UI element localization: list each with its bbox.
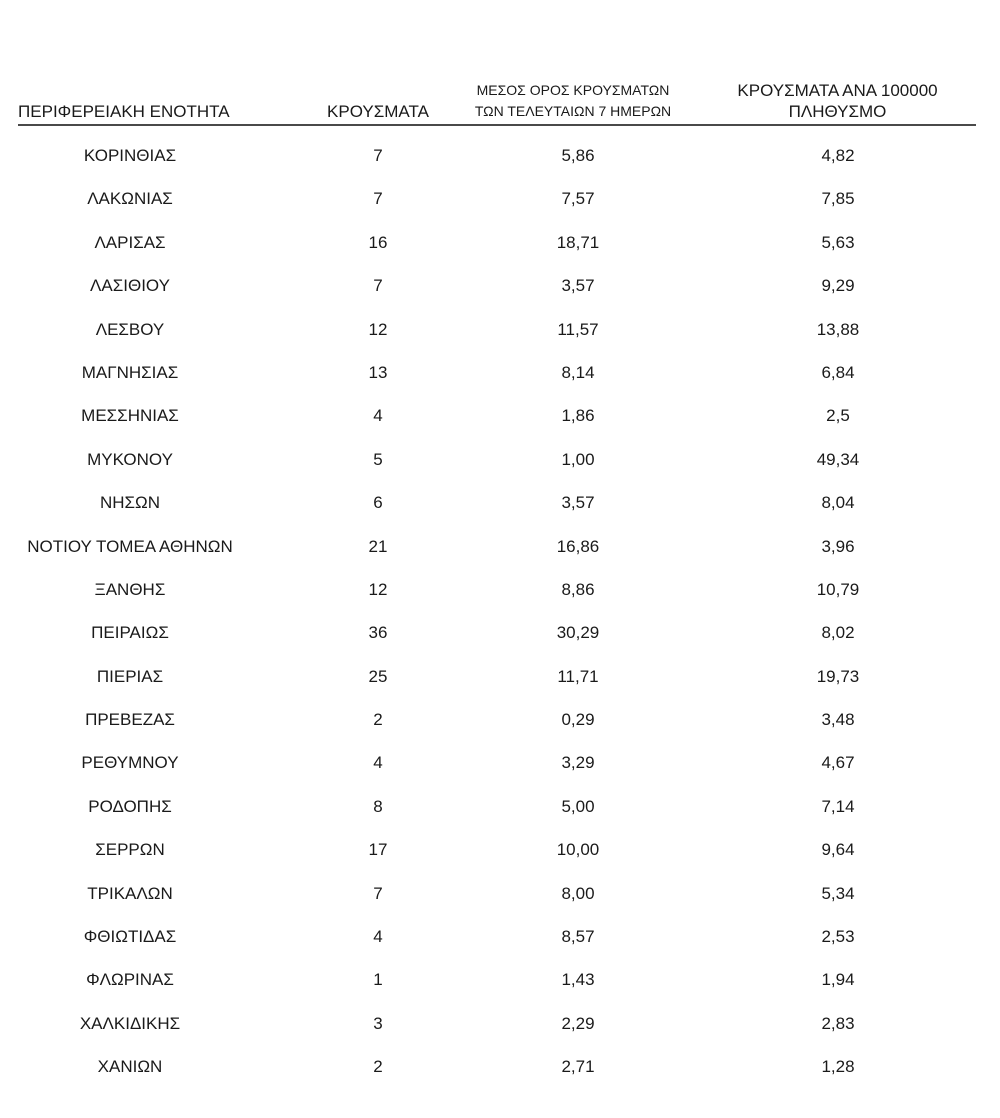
cell-cases: 25 (368, 666, 388, 686)
header-avg-line1: ΜΕΣΟΣ ΟΡΟΣ ΚΡΟΥΣΜΑΤΩΝ (476, 82, 670, 98)
cell-cases: 17 (368, 840, 388, 860)
cell-cases: 7 (373, 146, 383, 165)
table-row (18, 611, 976, 654)
cell-region: ΚΟΡΙΝΘΙΑΣ (83, 146, 177, 165)
cell-seven-day-average: 3,29 (561, 753, 595, 773)
table-row (18, 221, 976, 264)
table-row (18, 134, 976, 177)
cell-per-100k: 8,04 (821, 493, 855, 513)
header-region: ΠΕΡΙΦΕΡΕΙΑΚΗ ΕΝΟΤΗΤΑ (18, 102, 230, 121)
cell-seven-day-average: 11,71 (557, 666, 599, 686)
cell-per-100k: 9,64 (821, 840, 855, 860)
cell-cases: 3 (373, 1013, 383, 1033)
cell-per-100k: 10,79 (816, 579, 860, 599)
cell-seven-day-average: 2,29 (561, 1013, 595, 1033)
table-row (18, 264, 976, 307)
cell-cases: 36 (368, 623, 388, 643)
cell-cases: 8 (373, 796, 383, 816)
table-row (18, 308, 976, 351)
header-cases: ΚΡΟΥΣΜΑΤΑ (327, 102, 429, 121)
cell-per-100k: 3,48 (821, 710, 855, 730)
table-row (18, 568, 976, 611)
header-seven-day-average (458, 80, 688, 122)
cell-per-100k: 2,53 (821, 927, 855, 947)
cell-cases: 13 (368, 362, 388, 382)
cell-cases: 2 (373, 710, 383, 730)
cell-region: ΜΑΓΝΗΣΙΑΣ (81, 362, 179, 382)
cell-cases: 4 (373, 927, 383, 947)
cell-region: ΧΑΝΙΩΝ (97, 1057, 163, 1077)
cell-seven-day-average: 1,43 (561, 970, 595, 990)
cell-cases: 1 (373, 970, 383, 990)
cell-per-100k: 49,34 (816, 449, 860, 469)
table-row (18, 1045, 976, 1088)
table-row (18, 481, 976, 524)
cell-cases: 4 (373, 406, 383, 426)
table-row (18, 394, 976, 437)
cell-per-100k: 7,14 (821, 796, 855, 816)
cell-cases: 21 (368, 536, 388, 556)
cell-region: ΡΟΔΟΠΗΣ (88, 796, 172, 816)
cell-cases: 2 (373, 1057, 383, 1077)
cell-region: ΦΘΙΩΤΙΔΑΣ (83, 927, 177, 947)
cell-per-100k: 3,96 (821, 536, 855, 556)
cell-per-100k: 7,85 (821, 189, 855, 209)
cell-seven-day-average: 8,57 (561, 927, 595, 947)
cell-seven-day-average: 5,86 (561, 146, 595, 165)
cell-cases: 12 (368, 319, 388, 339)
cell-seven-day-average: 3,57 (561, 276, 595, 296)
cell-seven-day-average: 1,00 (561, 449, 595, 469)
table-row (18, 351, 976, 394)
cell-per-100k: 5,34 (821, 883, 855, 903)
cell-cases: 7 (373, 883, 383, 903)
cell-cases: 4 (373, 753, 383, 773)
cell-seven-day-average: 8,86 (561, 579, 595, 599)
cell-region: ΧΑΛΚΙΔΙΚΗΣ (79, 1013, 181, 1033)
cell-cases: 12 (368, 579, 388, 599)
header-per-100k (715, 80, 960, 122)
cell-seven-day-average: 5,00 (561, 796, 595, 816)
table-row (18, 828, 976, 871)
cell-per-100k: 19,73 (816, 666, 860, 686)
cell-region: ΛΕΣΒΟΥ (95, 319, 165, 339)
cell-region: ΣΕΡΡΩΝ (95, 840, 165, 860)
table-row (18, 655, 976, 698)
cell-region: ΠΙΕΡΙΑΣ (96, 666, 164, 686)
cell-per-100k: 5,63 (821, 232, 855, 252)
cell-region: ΞΑΝΘΗΣ (94, 579, 166, 599)
cell-seven-day-average: 2,71 (561, 1057, 595, 1077)
table-row (18, 958, 976, 1001)
table-row (18, 438, 976, 481)
cell-region: ΛΑΚΩΝΙΑΣ (87, 189, 173, 209)
cell-per-100k: 4,82 (821, 146, 855, 165)
cell-per-100k: 1,28 (821, 1057, 855, 1077)
cell-seven-day-average: 18,71 (556, 232, 600, 252)
table-row (18, 698, 976, 741)
header-avg-line2: ΤΩΝ ΤΕΛΕΥΤΑΙΩΝ 7 ΗΜΕΡΩΝ (474, 103, 672, 119)
cell-seven-day-average: 1,86 (561, 406, 595, 426)
cell-per-100k: 13,88 (816, 319, 860, 339)
cell-per-100k: 8,02 (821, 623, 855, 643)
cell-region: ΝΗΣΩΝ (99, 493, 161, 513)
header-per-line1: ΚΡΟΥΣΜΑΤΑ ΑΝΑ 100000 (737, 81, 938, 100)
cell-seven-day-average: 8,14 (561, 362, 595, 382)
cell-cases: 7 (373, 189, 383, 209)
cell-seven-day-average: 11,57 (557, 319, 599, 339)
cell-region: ΛΑΣΙΘΙΟΥ (90, 276, 170, 296)
cell-region: ΠΕΙΡΑΙΩΣ (91, 623, 169, 643)
cell-region: ΠΡΕΒΕΖΑΣ (85, 710, 175, 730)
table-row (18, 177, 976, 220)
cell-per-100k: 2,5 (826, 406, 850, 426)
header-per-line2: ΠΛΗΘΥΣΜΟ (788, 102, 887, 121)
cell-seven-day-average: 0,29 (561, 710, 595, 730)
cell-per-100k: 6,84 (821, 362, 855, 382)
cell-seven-day-average: 3,57 (561, 493, 595, 513)
cell-cases: 7 (373, 276, 383, 296)
cell-seven-day-average: 30,29 (556, 623, 600, 643)
cell-per-100k: 1,94 (821, 970, 855, 990)
cell-per-100k: 9,29 (821, 276, 855, 296)
table-row (18, 1002, 976, 1045)
cell-region: ΛΑΡΙΣΑΣ (94, 232, 166, 252)
cell-cases: 5 (373, 449, 383, 469)
cell-cases: 16 (368, 232, 388, 252)
cell-seven-day-average: 7,57 (561, 189, 595, 209)
cell-seven-day-average: 16,86 (556, 536, 600, 556)
table-row (18, 741, 976, 784)
cell-region: ΡΕΘΥΜΝΟΥ (81, 753, 179, 773)
table-header (18, 74, 976, 126)
table-row (18, 872, 976, 915)
cell-cases: 6 (373, 493, 383, 513)
table-row (18, 785, 976, 828)
cell-region: ΝΟΤΙΟΥ ΤΟΜΕΑ ΑΘΗΝΩΝ (27, 536, 233, 556)
cell-seven-day-average: 10,00 (556, 840, 600, 860)
cell-region: ΜΕΣΣΗΝΙΑΣ (81, 406, 179, 426)
table-body (18, 134, 976, 1089)
cell-seven-day-average: 8,00 (561, 883, 595, 903)
table-row (18, 915, 976, 958)
cell-region: ΦΛΩΡΙΝΑΣ (86, 970, 174, 990)
cell-per-100k: 2,83 (821, 1013, 855, 1033)
cell-region: ΜΥΚΟΝΟΥ (87, 449, 173, 469)
table-row (18, 525, 976, 568)
cell-region: ΤΡΙΚΑΛΩΝ (87, 883, 173, 903)
cell-per-100k: 4,67 (821, 753, 855, 773)
